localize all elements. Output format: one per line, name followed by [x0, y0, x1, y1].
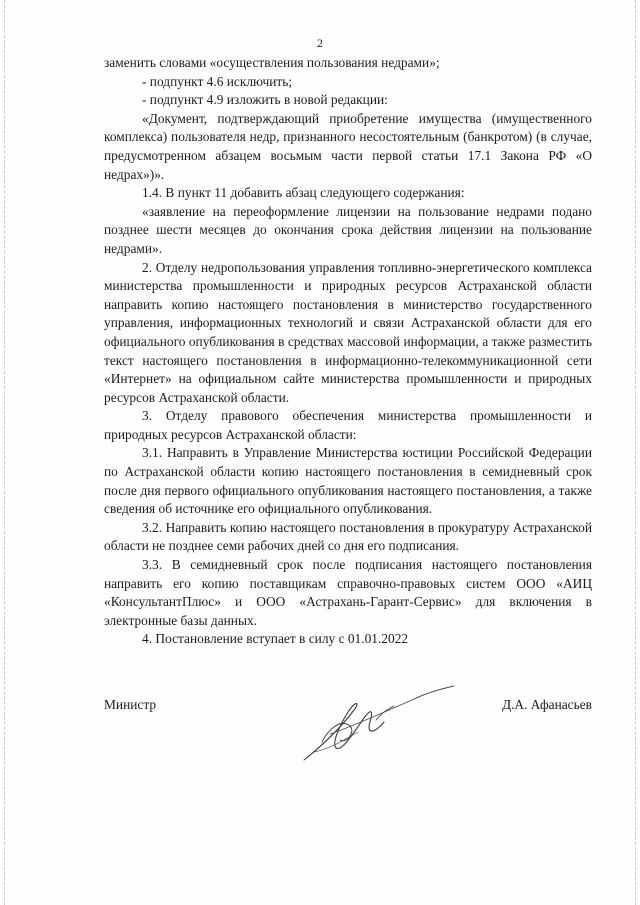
signature-block [104, 690, 592, 780]
paragraph-4: 4. Постановление вступает в силу с 01.01.2022 [142, 631, 409, 647]
paragraph-subitem-4-6: - подпункт 4.6 исключить; [142, 73, 293, 89]
paragraph-3-3: 3.3. В семидневный срок после подписания настоящего постановления направить его копию поставщикам справочно-правовых систем ООО «АИЦ «КонсультантПлюс» и ООО «Астрахань-Гарант-Сервис» для включения в электронные базы данных. [104, 557, 592, 628]
page-number: 2 [317, 36, 323, 50]
paragraph-3-2: 3.2. Направить копию настоящего постановления в прокуратуру Астраханской области не позднее семи рабочих дней со дня его подписания. [104, 519, 592, 554]
paragraph-1-4: 1.4. В пункт 11 добавить абзац следующего содержания: [142, 185, 465, 201]
paragraph-document-quote: «Документ, подтверждающий приобретение имущества (имущественного комплекса) пользователя недр, признанного несостоятельным (банкротом) (в случае, предусмотренном абзацем восьмым части первой статьи 17.1 Закона РФ «О недрах»)». [104, 110, 592, 182]
handwritten-signature [284, 682, 464, 772]
document-body [104, 54, 592, 649]
paragraph-replace-words: заменить словами «осуществления пользования недрами»; [104, 55, 440, 70]
paragraph-3-1: 3.1. Направить в Управление Министерства юстиции Российской Федерации по Астраханской области копию настоящего постановления в семидневный срок после дня первого официального опубликования настоящего постановления, а также сведения об источнике его официального опубликования. [104, 445, 592, 517]
paragraph-subitem-4-9: - подпункт 4.9 изложить в новой редакции: [142, 92, 388, 108]
signatory-title: Министр [104, 697, 157, 712]
scan-edge-right [635, 0, 636, 905]
scan-edge-left [4, 0, 5, 905]
paragraph-2: 2. Отделу недропользования управления топливно-энергетического комплекса министерства промышленности и природных ресурсов Астраханской области направить копию настоящего постановления в министерство государственного управления, информационных технологий и связи Астраханской области для его официального опубликования в средствах массовой информации, а также разместить текст настоящего постановления в информационно-телекоммуникационной сети «Интернет» на официальном сайте министерства промышленности и природных ресурсов Астраханской области. [104, 259, 592, 405]
paragraph-application-quote: «заявление на переоформление лицензии на пользование недрами подано позднее шести месяцев до окончания срока действия лицензии на пользование недрами». [104, 203, 592, 256]
paragraph-3: 3. Отделу правового обеспечения министерства промышленности и природных ресурсов Астраханской области: [104, 408, 592, 442]
signatory-name: Д.А. Афанасьев [501, 697, 592, 712]
